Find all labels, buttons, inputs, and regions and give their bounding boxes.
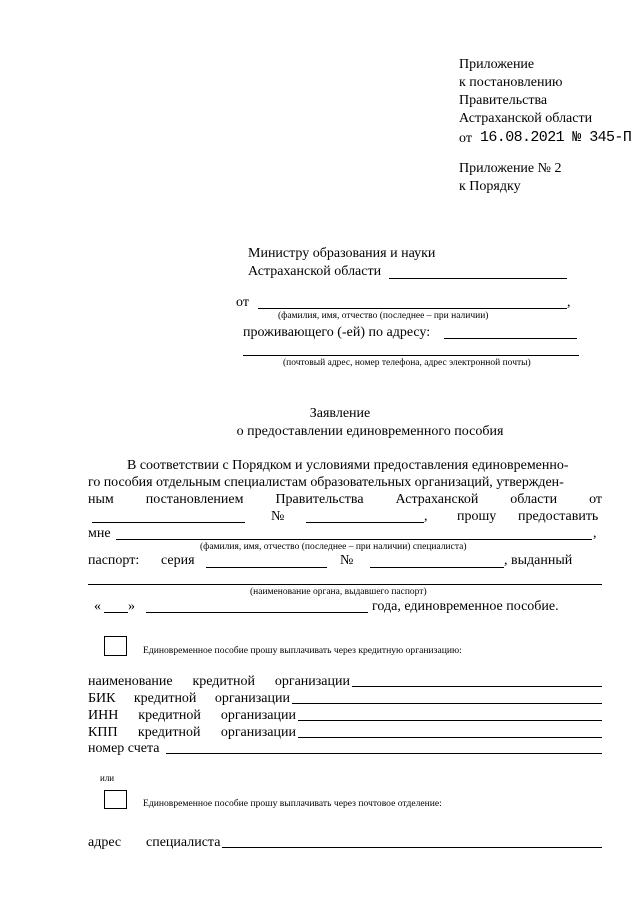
passport-no-sign: № [340,553,354,568]
account-label: номер счета [88,741,160,756]
body-line-3 [88,491,602,509]
address-label-word-2: специалиста [146,835,221,850]
passport-series-field[interactable] [206,567,327,568]
address-field-1[interactable] [444,338,577,339]
line4-comma: , [424,509,428,524]
header-line-4: Астраханской области [459,111,593,126]
kpp-field[interactable] [298,737,602,738]
title-line-2: о предоставлении единовременного пособия [236,424,504,439]
post-option-label: Единовременное пособие прошу выплачивать через почтовое отделение: [143,798,442,809]
body-word: Правительства [275,492,364,507]
specialist-fio-field[interactable] [116,539,592,540]
header-line-3: Правительства [459,93,548,108]
passport-number-field[interactable] [370,567,504,568]
specialist-address-field[interactable] [222,847,602,848]
appendix-line-1: Приложение № 2 [459,161,562,176]
residing-label: проживающего (-ей) по адресу: [243,325,431,340]
mne-label: мне [88,526,111,541]
header-line-1: Приложение [459,57,535,72]
bik-label: БИК кредитной организации [88,691,290,706]
addressee-ministry-blank[interactable] [389,278,567,279]
account-field[interactable] [166,753,602,754]
body-word: области [510,492,558,507]
or-label: или [100,773,115,783]
bank-checkbox[interactable] [104,636,127,656]
applicant-fio-field[interactable] [258,308,567,309]
address-label-word-1: адрес [88,835,122,850]
bank-name-field[interactable] [352,686,602,687]
inn-field[interactable] [298,720,602,721]
body-word: постановлением [145,492,244,507]
fio-hint: (фамилия, имя, отчество (последнее – при наличии) [278,311,489,321]
passport-issuer-field[interactable] [88,584,602,585]
address-field-2[interactable] [243,355,579,356]
issue-month-year-field[interactable] [146,612,368,613]
resolution-number-field[interactable] [306,522,424,523]
contacts-hint: (почтовый адрес, номер телефона, адрес электронной почты) [283,358,531,368]
year-tail: года, единовременное пособие. [372,599,559,614]
series-label: серия [161,553,195,568]
specialist-hint: (фамилия, имя, отчество (последнее – при наличии) специалиста) [200,542,467,552]
title-line-1: Заявление [309,406,371,421]
body-word: Астраханской [395,492,479,507]
appendix-line-2: к Порядку [459,179,521,194]
mne-comma: , [593,526,597,541]
from-comma: , [567,295,571,310]
kpp-label: КПП кредитной организации [88,725,296,740]
passport-label: паспорт: [88,553,140,568]
addressee-line-1: Министру образования и науки [248,246,436,261]
body-word: от [589,492,602,507]
body-word: ным [88,492,114,507]
header-line-2: к постановлению [459,75,563,90]
date-close-quote: » [128,599,135,614]
resolution-no-sign: № [271,509,285,524]
bik-field[interactable] [292,703,602,704]
inn-label: ИНН кредитной организации [88,708,296,723]
body-word: предоставить [518,509,599,524]
body-line-2: го пособия отдельным специалистам образовательных организаций, утвержден- [88,475,564,490]
issuer-hint: (наименование органа, выдавшего паспорт) [250,587,427,597]
resolution-date-field[interactable] [92,522,245,523]
body-line-1: В соответствии с Порядком и условиями предоставления единовременно- [127,458,569,473]
bank-option-label: Единовременное пособие прошу выплачивать через кредитную организацию: [143,645,462,656]
bank-name-label: наименование кредитной организации [88,674,350,689]
body-word: прошу [457,509,497,524]
header-date-value: 16.08.2021 № 345-П [480,129,632,146]
addressee-line-2: Астраханской области [248,264,382,279]
issued-label: , выданный [504,553,573,568]
from-label: от [236,295,249,310]
header-date-prefix: от [459,131,472,146]
date-open-quote: « [94,599,101,614]
issue-day-field[interactable] [104,612,128,613]
post-checkbox[interactable] [104,790,127,809]
